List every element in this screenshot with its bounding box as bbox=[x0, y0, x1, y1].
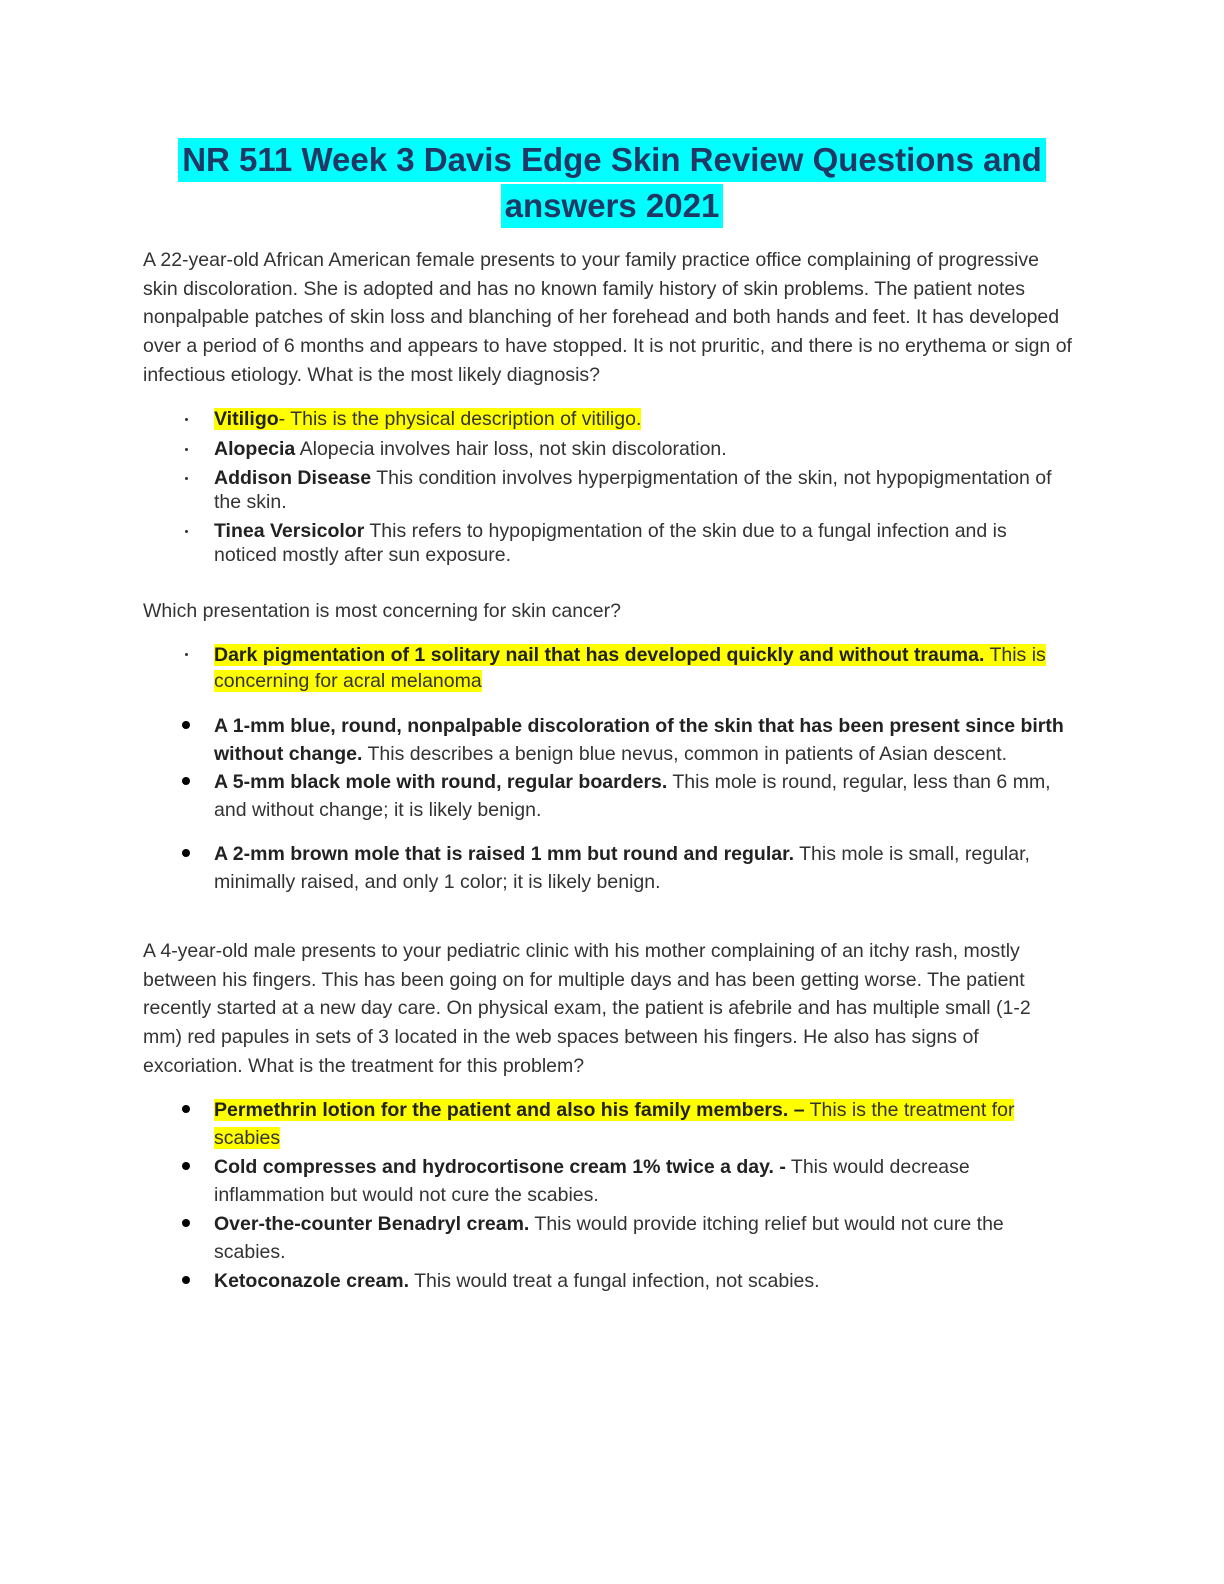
list-item: Ketoconazole cream. This would treat a fungal infection, not scabies. bbox=[214, 1270, 820, 1292]
correct-answer: Vitiligo- This is the physical description of vitiligo. bbox=[214, 408, 642, 430]
question-2-options bbox=[143, 642, 1073, 896]
list-item bbox=[143, 408, 1073, 432]
question-1-stem: A 22-year-old African American female presents to your family practice office complaining of progressive skin discoloration. She is adopted and has no known family history of skin problems. The patient notes nonpalpable patches of skin loss and blanching of her forehead and both hands and feet. It has developed over a period of 6 months and appears to have stopped. It is not pruritic, and there is no erythema or sign of infectious etiology. What is the most likely diagnosis? bbox=[143, 249, 1072, 386]
question-1-options bbox=[143, 408, 1073, 567]
list-item: Alopecia Alopecia involves hair loss, not skin discoloration. bbox=[214, 437, 727, 460]
list-item: Cold compresses and hydrocortisone cream 1% twice a day. - This would decrease inflammation but would not cure the scabies. bbox=[214, 1156, 970, 1206]
list-item: Tinea Versicolor This refers to hypopigmentation of the skin due to a fungal infection and is noticed mostly after sun exposure. bbox=[214, 520, 1007, 566]
list-item: A 5-mm black mole with round, regular boarders. This mole is round, regular, less than 6 mm, and without change; it is likely benign. bbox=[214, 771, 1051, 821]
list-item: A 2-mm brown mole that is raised 1 mm but round and regular. This mole is small, regular, minimally raised, and only 1 color; it is likely benign. bbox=[214, 843, 1030, 893]
list-item bbox=[143, 1096, 1073, 1152]
question-3-stem: A 4-year-old male presents to your pediatric clinic with his mother complaining of an itchy rash, mostly between his fingers. This has been going on for multiple days and has been getting worse. The patient recently started at a new day care. On physical exam, the patient is afebrile and has multiple small (1-2 mm) red papules in sets of 3 located in the web spaces between his fingers. He also has signs of excoriation. What is the treatment for this problem? bbox=[143, 940, 1031, 1077]
title-line-2: answers 2021 bbox=[501, 184, 724, 228]
list-item: A 1-mm blue, round, nonpalpable discoloration of the skin that has been present since birth without change. This describes a benign blue nevus, common in patients of Asian descent. bbox=[214, 715, 1064, 765]
correct-answer: Permethrin lotion for the patient and also his family members. – This is the treatment for scabies bbox=[214, 1099, 1015, 1149]
list-item: Addison Disease This condition involves hyperpigmentation of the skin, not hypopigmentation of the skin. bbox=[214, 467, 1052, 513]
document-title bbox=[0, 138, 1224, 230]
list-item: Over-the-counter Benadryl cream. This would provide itching relief but would not cure the scabies. bbox=[214, 1213, 1004, 1263]
list-item bbox=[143, 642, 1073, 694]
correct-answer: Dark pigmentation of 1 solitary nail that has developed quickly and without trauma. This is concerning for acral melanoma bbox=[214, 644, 1046, 692]
question-3-options bbox=[143, 1096, 1073, 1295]
title-line-1: NR 511 Week 3 Davis Edge Skin Review Questions and bbox=[178, 138, 1046, 182]
question-2-stem: Which presentation is most concerning for skin cancer? bbox=[143, 600, 621, 622]
